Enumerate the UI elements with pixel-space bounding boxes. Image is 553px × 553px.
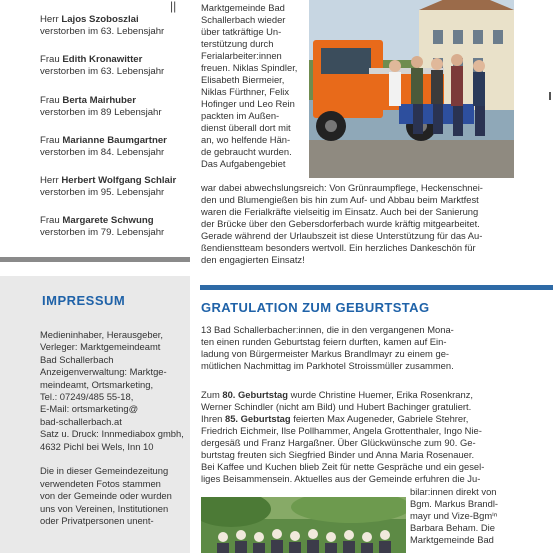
text-line: meindeamt, Ortsmarketing,: [40, 378, 154, 390]
text-line: Bei Kaffee und Kuchen blieb Zeit für nette Gespräche und ein gesel-: [201, 461, 485, 472]
text-line: Tel.: 07249/485 55-18,: [40, 391, 134, 402]
column-divider: [0, 257, 190, 262]
text-line: dergesäß und Franz Hargaßner. Über Glückwünsche zum 90. Ge-: [201, 437, 476, 448]
text-line: E-Mail: ortsmarketing@: [40, 403, 139, 415]
text-line: Marktgemeinde Bad: [201, 2, 285, 13]
text-line: Marktgemeinde Bad: [410, 534, 494, 545]
text-line: de gebraucht wurden.: [201, 146, 292, 157]
text-line: ßendienstteam besonders wertvoll. Ein herzliches Dankeschön für: [201, 242, 476, 253]
obituary-entry: [40, 14, 164, 38]
obituary-name: Margarete Schwung: [62, 215, 154, 226]
text-line: packten im Außen-: [201, 110, 280, 121]
text-line: von der Gemeinde oder wurden: [40, 490, 172, 502]
text-line: liges Beisammensein. Aktuelles aus der Gemeinde erfuhren die Ju-: [201, 473, 481, 484]
obituary-title: Herr: [40, 175, 59, 186]
text-line: Anzeigenverwaltung: Marktge-: [40, 366, 167, 378]
text-line: Niklas Fürthner, Felix: [201, 86, 290, 97]
text-line: Elisabeth Biermeier,: [201, 74, 285, 85]
text-line: Barbara Beham. Die: [410, 522, 495, 533]
text-line: ladung von Bürgermeister Markus Brandlmayr zu einem ge-: [201, 348, 450, 359]
text-line: Medieninhaber, Herausgeber,: [40, 329, 163, 340]
birthday-group-photo: [201, 497, 406, 553]
text-line: Werner Schindler (nicht am Bild) und Hubert Bachinger gratuliert.: [201, 401, 472, 412]
birthday-headline: GRATULATION ZUM GEBURTSTAG: [201, 300, 430, 315]
text-line: 13 Bad Schallerbacher:innen, die in den vergangenen Mona-: [201, 324, 454, 335]
text-line: Ihren 85. Geburtstag feierten Max Augeneder, Gabriele Stehrer,: [201, 413, 469, 424]
text-line: terstützung durch: [201, 38, 274, 49]
text-line: uns von Vereinen, Institutionen: [40, 502, 169, 514]
text-line: Das Aufgabengebiet: [201, 158, 286, 169]
text-line: mayr und Vize-Bgmⁱⁿ: [410, 510, 498, 521]
text-line: Zum 80. Geburtstag wurde Christine Huemer, Erika Rosenkranz,: [201, 389, 473, 400]
obituary-entry: [40, 135, 167, 159]
obituary-info: verstorben im 84. Lebensjahr: [40, 147, 165, 158]
obituary-title: Frau: [40, 95, 60, 106]
page-edge-mark: [549, 92, 551, 100]
text-line: der Brücke über den Gebersdorferbach wurde kräftig mitgearbeitet.: [201, 218, 480, 229]
obituary-title: Frau: [40, 135, 60, 146]
obituary-title: Frau: [40, 215, 60, 226]
obituary-entry: [40, 95, 162, 119]
text-line: Hofinger und Leo Rein: [201, 98, 295, 109]
obituary-name: Berta Mairhuber: [62, 95, 136, 106]
obituary-info: verstorben im 79. Lebensjahr: [40, 227, 165, 238]
text-line: den und Blumengießen bis hin zum Auf- und Abbau beim Marktfest: [201, 194, 479, 205]
text-line: den engagierten Einsatz!: [201, 254, 305, 265]
ferial-workers-photo-illustration: [309, 0, 514, 178]
text-line: bilar:innen direkt von: [410, 486, 497, 497]
text-line: bad-schallerbach.at: [40, 415, 122, 427]
text-line: war dabei abwechslungsreich: Von Grünraumpflege, Heckenschnei-: [201, 182, 483, 193]
obituary-title: Frau: [40, 54, 60, 65]
birthday-group-photo-illustration: [201, 497, 406, 553]
obituary-info: verstorben im 63. Lebensjahr: [40, 66, 165, 77]
obituary-name: Herbert Wolfgang Schlair: [61, 175, 177, 186]
text-line: Bgm. Markus Brandl-: [410, 498, 499, 509]
obituary-name: Edith Kronawitter: [62, 54, 143, 65]
text-line: über tatkräftige Un-: [201, 26, 282, 37]
text-line: 4632 Pichl bei Wels, Inn 10: [40, 440, 154, 452]
text-line: Gerade während der Urlaubszeit ist diese Unterstützung für das Au-: [201, 230, 483, 241]
text-line: mütlichen Nachmittag im Parkhotel Stroissmüller zusammen.: [201, 360, 454, 371]
text-line: Die in dieser Gemeindezeitung: [40, 465, 169, 477]
column-marks: ||: [170, 0, 177, 13]
obituary-name: Lajos Szoboszlai: [61, 14, 139, 25]
impressum-title: IMPRESSUM: [42, 293, 126, 308]
obituary-info: verstorben im 89 Lebensjahr: [40, 107, 162, 118]
text-line: freuen. Niklas Spindler,: [201, 62, 298, 73]
obituary-entry: [40, 175, 176, 199]
text-line: Schallerbach wieder: [201, 14, 286, 25]
obituary-name: Marianne Baumgartner: [62, 135, 167, 146]
text-line: oder Privatpersonen unent-: [40, 515, 154, 526]
text-line: Bad Schallerbach: [40, 353, 114, 365]
obituary-title: Herr: [40, 14, 59, 25]
text-line: ten einen runden Geburtstag feiern durften, kamen auf Ein-: [201, 336, 447, 347]
text-line: Satz u. Druck: Innmediabox gmbh,: [40, 428, 184, 440]
text-line: waren die Ferialkräfte vielseitig im Einsatz. Auch bei der Sanierung: [201, 206, 479, 217]
text-line: verwendeten Fotos stammen: [40, 477, 161, 489]
text-line: an, wo helfende Hän-: [201, 134, 291, 145]
obituary-entry: [40, 54, 164, 78]
obituary-column: [0, 0, 190, 262]
text-line: Ferialarbeiter:innen: [201, 50, 282, 61]
obituary-info: verstorben im 63. Lebensjahr: [40, 26, 165, 37]
section-rule: [200, 286, 553, 290]
obituary-entry: [40, 215, 164, 239]
text-line: dienst überall dort mit: [201, 122, 291, 133]
obituary-info: verstorben im 95. Lebensjahr: [40, 187, 165, 198]
text-line: Verleger: Marktgemeindeamt: [40, 341, 161, 353]
text-line: burtstag freuten sich Siegfried Binder und Anna Maria Rosenauer.: [201, 449, 475, 460]
text-line: Friedrich Eichmeir, Ilse Pollhammer, Angela Grottenthaler, Ingo Nie-: [201, 425, 482, 436]
ferial-workers-photo: [309, 0, 514, 178]
